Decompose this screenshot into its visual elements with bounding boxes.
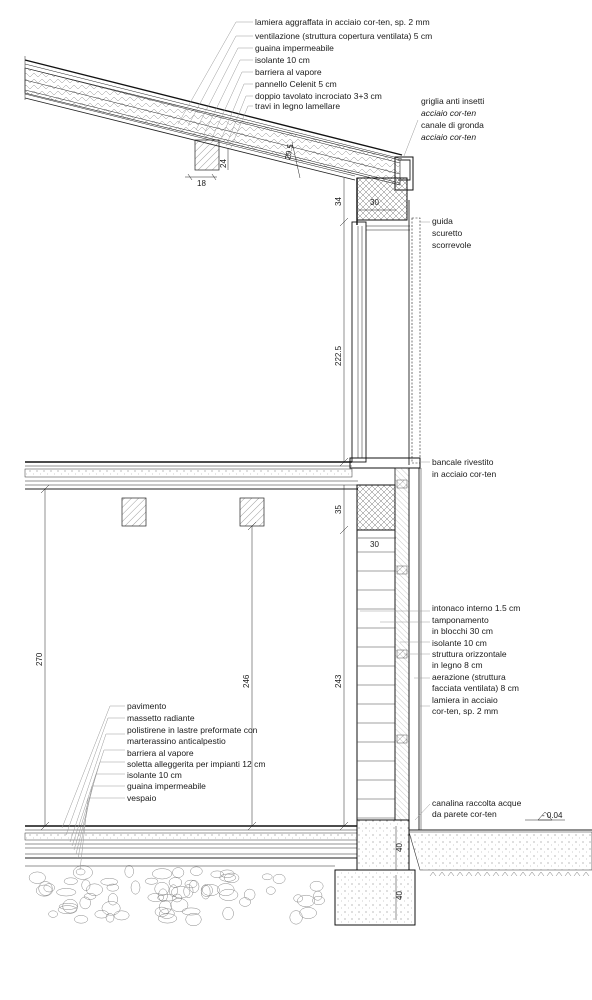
earth-mark: [547, 872, 553, 876]
window-sill: [350, 458, 420, 468]
gravel-stone: [223, 907, 234, 920]
wall-labels: [432, 603, 520, 716]
gravel-stone: [64, 878, 77, 885]
eave-labels: [421, 96, 484, 142]
external-ground: [409, 832, 592, 870]
gravel-stone: [44, 884, 55, 892]
gravel-stone: [145, 878, 158, 884]
earth-mark: [556, 872, 562, 876]
level-mark: - 0.04: [542, 811, 563, 820]
gravel-stone: [36, 885, 52, 896]
gravel-stone: [262, 874, 272, 880]
insect-grid-material: acciaio cor-ten: [421, 108, 477, 118]
shutter-guide: [412, 218, 420, 463]
floor-label-5: soletta alleggerita per impianti 12 cm: [127, 759, 266, 769]
dim-lower-lintel: 35: [334, 505, 343, 514]
earth-mark: [529, 872, 535, 876]
earth-mark: [466, 872, 472, 876]
roof-label-6: pannello Celenit 5 cm: [255, 79, 337, 89]
ground-floor-foundation: [25, 820, 592, 926]
gravel-stone: [49, 911, 58, 918]
roof-labels: [255, 17, 432, 111]
wall-label-structure-1: struttura orizzontale: [432, 649, 507, 659]
insect-grid-label: griglia anti insetti: [421, 96, 485, 106]
dimension-texts: [35, 143, 563, 900]
gravel-stone: [244, 889, 255, 900]
dim-upper-lintel: 34: [334, 197, 343, 206]
gravel-stone: [273, 874, 285, 883]
roof-label-3: guaina impermeabile: [255, 43, 334, 53]
wall-label-ventilation-1: aerazione (struttura: [432, 672, 506, 682]
gravel-stone: [191, 867, 203, 876]
upper-ring-beam: [357, 178, 407, 220]
earth-mark: [565, 872, 571, 876]
wall-label-ventilation-2: facciata ventilata) 8 cm: [432, 683, 519, 693]
gravel-stone: [173, 868, 184, 878]
roof-beam: [195, 140, 219, 170]
earth-mark: [439, 872, 445, 876]
shutter-label-3: scorrevole: [432, 240, 472, 250]
gravel-stone: [76, 869, 85, 875]
gutter-label: canale di gronda: [421, 120, 484, 130]
gravel-stone: [131, 881, 140, 894]
window-frame: [352, 222, 366, 462]
gravel-stone: [211, 871, 224, 878]
floor-beam-2: [240, 498, 264, 526]
floor-beam-1: [122, 498, 146, 526]
floor-label-1: pavimento: [127, 701, 167, 711]
lower-ring-beam: [357, 485, 395, 530]
upper-wall-assembly: [350, 178, 420, 468]
dim-footing-upper: 40: [395, 843, 404, 852]
earth-mark: [583, 872, 589, 876]
gravel-stone: [290, 911, 303, 925]
gravel-stone: [171, 886, 190, 898]
roof-label-2: ventilazione (struttura copertura ventilata) 5 cm: [255, 31, 433, 41]
wall-label-sheet-1: lamiera in acciaio: [432, 695, 498, 705]
gravel-stone: [185, 880, 197, 888]
gravel-stone: [39, 882, 53, 896]
gravel-stone: [310, 881, 323, 891]
sill-labels: [432, 457, 497, 479]
channel-label-1: canalina raccolta acque: [432, 798, 522, 808]
shutter-label-2: scuretto: [432, 228, 463, 238]
floor-label-3a: polistirene in lastre preformate con: [127, 725, 258, 735]
gravel-stone: [114, 911, 129, 920]
wall-label-infill-1: tamponamento: [432, 615, 489, 625]
sill-label-1: bancale rivestito: [432, 457, 494, 467]
gravel-stone: [240, 898, 251, 907]
gravel-stone: [201, 885, 210, 899]
gravel-stone: [158, 894, 177, 901]
floor-label-2: massetto radiante: [127, 713, 195, 723]
gravel-stone: [125, 865, 134, 877]
wall-label-structure-2: in legno 8 cm: [432, 660, 483, 670]
gravel-stone: [314, 891, 322, 900]
gravel-stone: [108, 894, 118, 906]
roof-label-4: isolante 10 cm: [255, 55, 310, 65]
earth-mark: [502, 872, 508, 876]
earth-mark: [493, 872, 499, 876]
dim-wall-height: 243: [334, 674, 343, 688]
gravel-stone: [169, 885, 177, 897]
earth-mark: [520, 872, 526, 876]
dim-lower-beam-width: 30: [370, 540, 379, 549]
floor-label-3b: marterassino anticalpestio: [127, 736, 226, 746]
earth-mark: [430, 872, 436, 876]
gravel-stone: [297, 895, 314, 907]
dim-window-height: 222.5: [334, 345, 343, 366]
wall-label-plaster: intonaco interno 1.5 cm: [432, 603, 521, 613]
gravel-stone: [84, 893, 96, 899]
dim-room-height-inner: 246: [242, 674, 251, 688]
earth-mark: [574, 872, 580, 876]
roof-label-8: travi in legno lamellare: [255, 101, 341, 111]
dim-footing-lower: 40: [395, 891, 404, 900]
roof-label-7: doppio tavolato incrociato 3+3 cm: [255, 91, 382, 101]
earth-mark: [475, 872, 481, 876]
earth-mark: [448, 872, 454, 876]
gravel-stone: [80, 897, 91, 909]
gravel-stone: [201, 884, 212, 896]
floor-label-4: barriera al vapore: [127, 748, 194, 758]
gravel-stone: [313, 896, 325, 905]
earth-mark: [457, 872, 463, 876]
leader-lines: [62, 22, 433, 870]
earth-mark: [484, 872, 490, 876]
gravel-stone: [169, 878, 182, 888]
floor-label-7: guaina impermeabile: [127, 781, 206, 791]
gravel-stone: [56, 888, 75, 896]
dim-beam-width: 18: [197, 179, 206, 188]
gravel-stone: [266, 887, 275, 895]
shutter-label-1: guida: [432, 216, 453, 226]
gravel-stone: [74, 915, 87, 923]
gravel-stone: [102, 901, 120, 915]
channel-labels: [432, 798, 522, 819]
roof-label-5: barriera al vapore: [255, 67, 322, 77]
gravel-stone: [189, 880, 199, 892]
floor-labels: [127, 701, 265, 803]
gravel-stone: [152, 869, 172, 879]
gravel-stone: [86, 884, 102, 896]
gutter-material: acciaio cor-ten: [421, 132, 477, 142]
dim-beam-height: 24: [219, 159, 228, 168]
dim-upper-beam-width: 30: [370, 198, 379, 207]
floor-label-8: vespaio: [127, 793, 157, 803]
block-infill-wall: [357, 530, 395, 820]
shutter-labels: [432, 216, 471, 250]
earth-mark: [538, 872, 544, 876]
wall-label-sheet-2: cor-ten, sp. 2 mm: [432, 706, 499, 716]
wall-label-insulation: isolante 10 cm: [432, 638, 487, 648]
intermediate-floor: [25, 462, 395, 530]
floor-label-6: isolante 10 cm: [127, 770, 182, 780]
channel-label-2: da parete cor-ten: [432, 809, 497, 819]
sill-label-2: in acciaio cor-ten: [432, 469, 497, 479]
gravel-vespaio: [29, 865, 324, 925]
earth-mark: [511, 872, 517, 876]
dim-roof-thickness: 29.5: [283, 143, 296, 161]
dim-room-height-total: 270: [35, 652, 44, 666]
roof-label-1: lamiera aggraffata in acciaio cor-ten, sp. 2 mm: [255, 17, 430, 27]
wall-label-infill-2: in blocchi 30 cm: [432, 626, 493, 636]
gravel-stone: [63, 899, 78, 913]
